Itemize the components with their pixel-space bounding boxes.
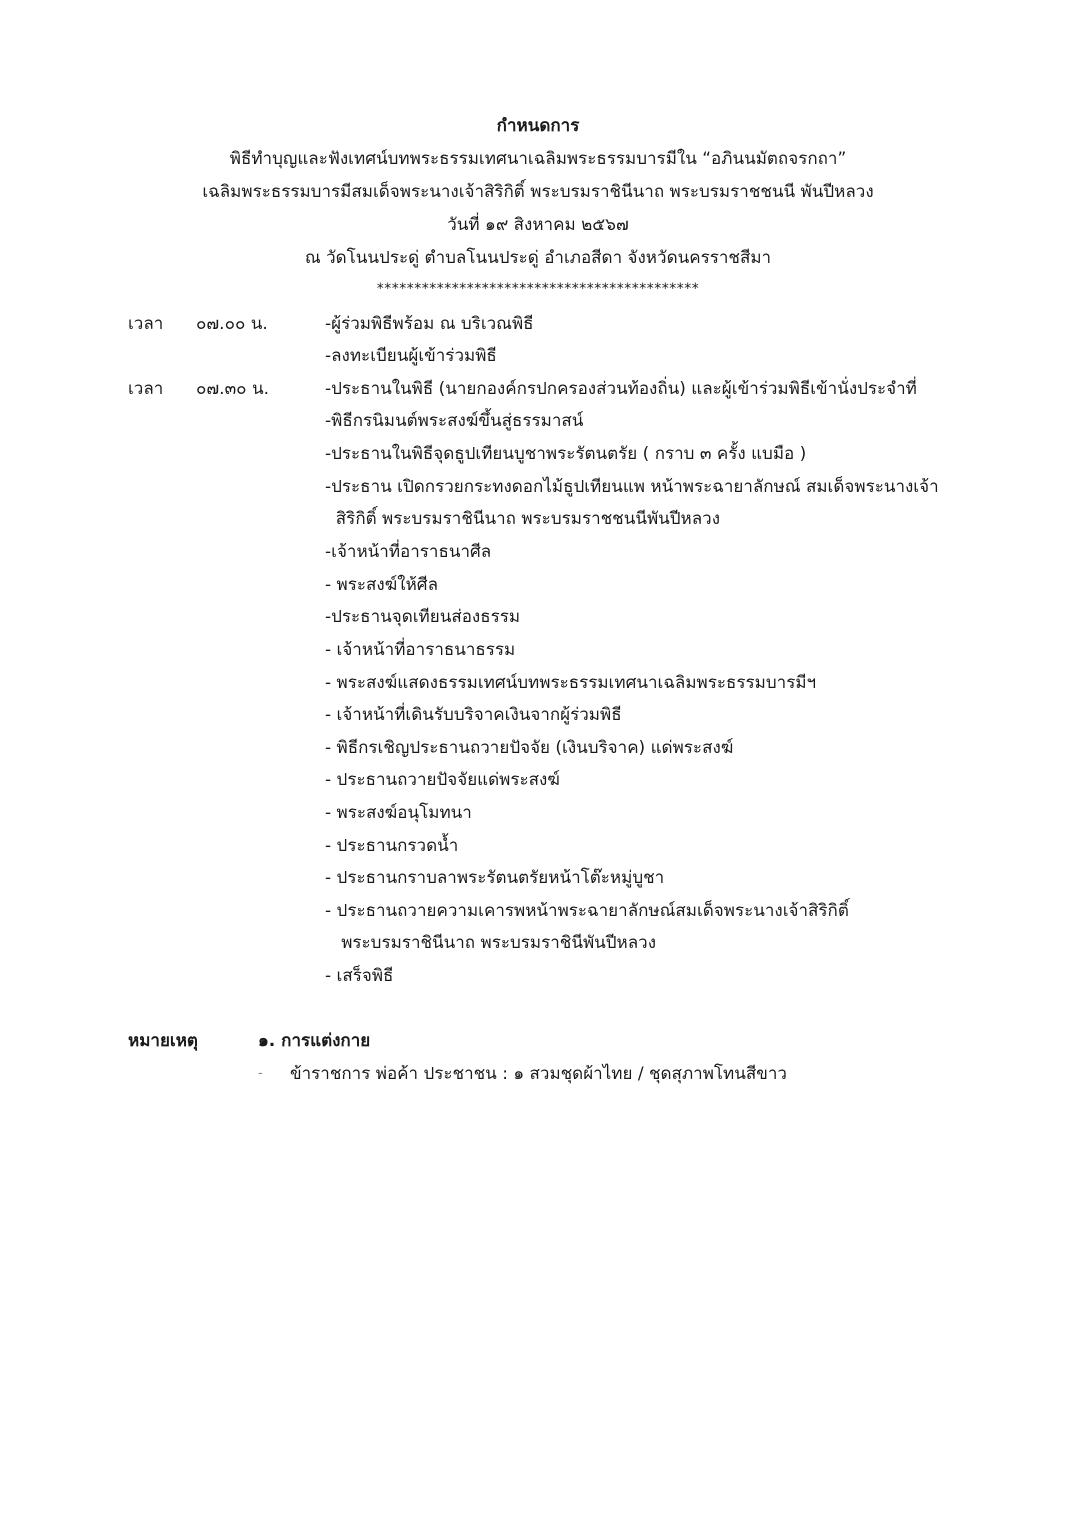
separator-line: ******************************************* xyxy=(376,281,700,297)
schedule-item-continuation: พระบรมราชินีนาถ พระบรมราชินีพันปีหลวง xyxy=(325,933,657,953)
schedule-item: -ประธานในพิธีจุดธูปเทียนบูชาพระรัตนตรัย ( กราบ ๓ ครั้ง แบมือ ) xyxy=(325,444,807,464)
schedule-item: - พระสงฆ์อนุโมทนา xyxy=(325,803,472,823)
remarks-item: ข้าราชการ พ่อค้า ประชาชน : ๑ สวมชุดผ้าไทย / ชุดสุภาพโทนสีขาว xyxy=(290,1064,787,1084)
remarks-bullet: - xyxy=(258,1066,263,1081)
time-label: เวลา xyxy=(128,379,164,399)
time-label: เวลา xyxy=(128,314,164,334)
ceremony-honoree: เฉลิมพระธรรมบารมีสมเด็จพระนางเจ้าสิริกิติ์ พระบรมราชินีนาถ พระบรมราชชนนี พันปีหลวง xyxy=(202,182,874,202)
schedule-item: - ประธานถวายปัจจัยแด่พระสงฆ์ xyxy=(325,770,560,790)
schedule-item: - เสร็จพิธี xyxy=(325,966,394,986)
time-value: ๐๗.๓๐ น. xyxy=(196,379,269,399)
schedule-item: - ประธานถวายความเคารพหน้าพระฉายาลักษณ์สมเด็จพระนางเจ้าสิริกิติ์ xyxy=(325,901,849,921)
schedule-item: - เจ้าหน้าที่อาราธนาธรรม xyxy=(325,640,516,660)
schedule-item: -ผู้ร่วมพิธีพร้อม ณ บริเวณพิธี xyxy=(325,314,534,334)
ceremony-location: ณ วัดโนนประดู่ ตำบลโนนประดู่ อำเภอสีดา จังหวัดนครราชสีมา xyxy=(304,248,772,268)
schedule-item: -พิธีกรนิมนต์พระสงฆ์ขึ้นสู่ธรรมาสน์ xyxy=(325,411,584,431)
schedule-item: - พิธีกรเชิญประธานถวายปัจจัย (เงินบริจาค) แด่พระสงฆ์ xyxy=(325,738,734,758)
ceremony-description: พิธีทำบุญและฟังเทศน์บทพระธรรมเทศนาเฉลิมพระธรรมบารมีใน “อภินนมัตถจรกถา” xyxy=(229,149,847,169)
schedule-item: -ลงทะเบียนผู้เข้าร่วมพิธี xyxy=(325,346,497,366)
schedule-item: - พระสงฆ์ให้ศีล xyxy=(325,575,439,595)
schedule-item: -ประธานจุดเทียนส่องธรรม xyxy=(325,607,521,627)
schedule-item: -ประธาน เปิดกรวยกระทงดอกไม้ธูปเทียนแพ หน้าพระฉายาลักษณ์ สมเด็จพระนางเจ้า xyxy=(325,477,939,497)
remarks-heading: ๑. การแต่งกาย xyxy=(258,1031,371,1051)
schedule-item-continuation: สิริกิติ์ พระบรมราชินีนาถ พระบรมราชชนนีพันปีหลวง xyxy=(325,509,721,529)
time-value: ๐๗.๐๐ น. xyxy=(196,314,268,334)
schedule-item: - พระสงฆ์แสดงธรรมเทศน์บทพระธรรมเทศนาเฉลิมพระธรรมบารมีฯ xyxy=(325,673,817,693)
schedule-item: - เจ้าหน้าที่เดินรับบริจาคเงินจากผู้ร่วมพิธี xyxy=(325,705,622,725)
document-title: กำหนดการ xyxy=(496,116,580,136)
ceremony-date: วันที่ ๑๙ สิงหาคม ๒๕๖๗ xyxy=(447,215,629,235)
schedule-item: -เจ้าหน้าที่อาราธนาศีล xyxy=(325,542,492,562)
remarks-label: หมายเหตุ xyxy=(128,1031,198,1051)
schedule-item: - ประธานกราบลาพระรัตนตรัยหน้าโต๊ะหมู่บูชา xyxy=(325,868,665,888)
schedule-item: -ประธานในพิธี (นายกองค์กรปกครองส่วนท้องถิ่น) และผู้เข้าร่วมพิธีเข้านั่งประจำที่ xyxy=(325,379,917,399)
schedule-item: - ประธานกรวดน้ำ xyxy=(325,836,459,856)
